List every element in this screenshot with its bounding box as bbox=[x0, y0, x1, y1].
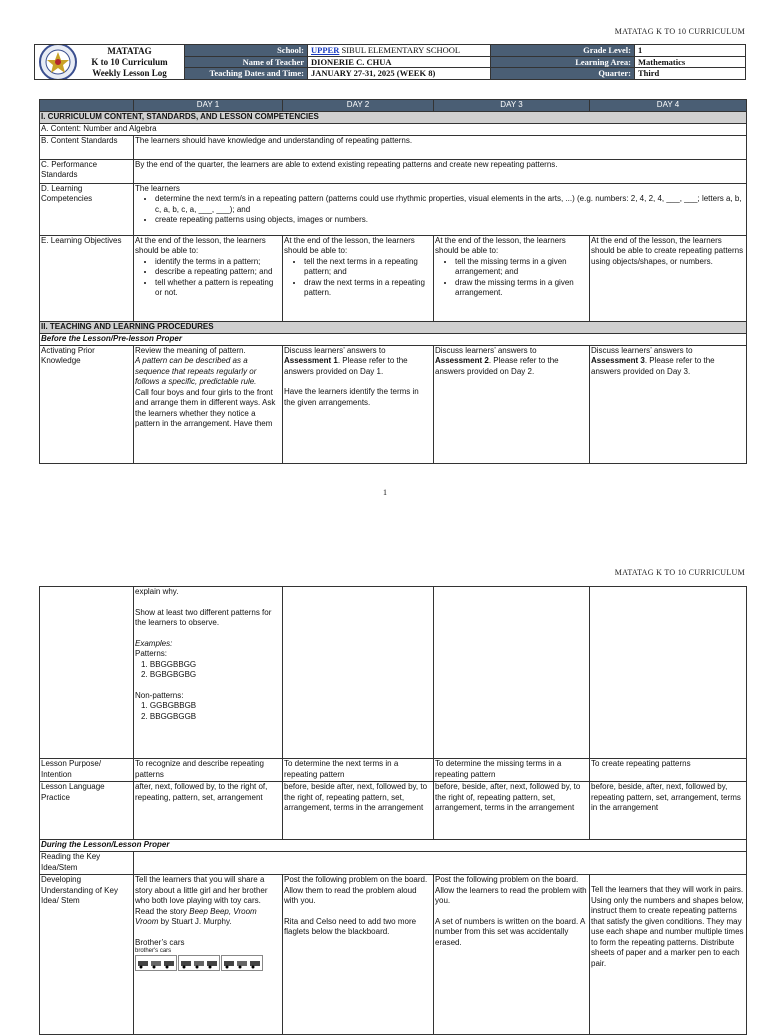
before-lesson-heading: Before the Lesson/Pre-lesson Proper bbox=[40, 333, 747, 345]
reading-cell bbox=[134, 852, 747, 875]
quarter-label: Quarter: bbox=[491, 68, 635, 80]
developing-day1 bbox=[134, 875, 283, 1035]
objective-item: • draw the missing terms in a given arrangement. bbox=[455, 278, 588, 299]
developing-day4 bbox=[590, 875, 747, 1035]
apk-day2 bbox=[283, 345, 434, 463]
apk-text: . Please refer to the answers provided on Day 1. bbox=[284, 356, 408, 376]
car-icon bbox=[221, 955, 263, 971]
title-line-2: K to 10 Curriculum bbox=[91, 56, 168, 67]
car-icon bbox=[178, 955, 220, 971]
empty-cell bbox=[283, 587, 434, 759]
title-line-3: Weekly Lesson Log bbox=[92, 67, 167, 78]
lesson-table-page1 bbox=[39, 99, 747, 464]
assessment-ref: Assessment 1 bbox=[284, 356, 338, 365]
objectives-day2 bbox=[283, 235, 434, 321]
purpose-label: Lesson Purpose/ Intention bbox=[40, 759, 134, 782]
deped-seal-icon bbox=[38, 45, 78, 80]
page-number: 1 bbox=[383, 488, 387, 497]
apk-text: Discuss learners’ answers to bbox=[435, 345, 537, 355]
competencies-intro: The learners bbox=[135, 183, 180, 193]
apk-day1 bbox=[134, 345, 283, 463]
competency-item: • determine the next term/s in a repeating pattern (patterns could use rhythmic properties, visual elements in the arts, ...) (e.g. numbers: 2, 4, 2, 4, ___, ___; letters a, b, c, a, b, c, a, ___, ___); and bbox=[155, 194, 745, 215]
objectives-intro: At the end of the lesson, the learners should be able to: bbox=[284, 235, 415, 255]
objective-item: • draw the next terms in a repeating pattern. bbox=[304, 278, 432, 299]
language-label: Lesson Language Practice bbox=[40, 782, 134, 840]
language-day1: after, next, followed by, to the right of, repeating, pattern, set, arrangement bbox=[134, 782, 283, 840]
dev-text: Post the following problem on the board. Allow them to read the problem aloud with you. bbox=[284, 875, 428, 905]
dev-text: Tell the learners that you will share a story about a little girl and her brother who both love playing with toy cars. Read the story bbox=[135, 875, 268, 916]
developing-label: Developing Understanding of Key Idea/ Stem bbox=[40, 875, 134, 1035]
school-label: School: bbox=[185, 45, 308, 57]
during-lesson-heading: During the Lesson/Lesson Proper bbox=[40, 840, 747, 852]
grade-value: 1 bbox=[635, 45, 746, 57]
performance-standards-label: C. Performance Standards bbox=[40, 159, 134, 183]
objective-item: • tell the next terms in a repeating pattern; and bbox=[304, 257, 432, 278]
school-highlight: UPPER bbox=[311, 45, 340, 56]
objectives-day3 bbox=[434, 235, 590, 321]
car-icon bbox=[135, 955, 177, 971]
dev-text: Rita and Celso need to add two more flaglets below the blackboard. bbox=[284, 916, 417, 936]
brothers-cars-caption: brother's cars bbox=[135, 948, 172, 954]
competencies-label: D. Learning Competencies bbox=[40, 183, 134, 235]
purpose-day1: To recognize and describe repeating patterns bbox=[134, 759, 283, 782]
dates-label: Teaching Dates and Time: bbox=[185, 68, 308, 80]
title-line-1: MATATAG bbox=[107, 45, 152, 56]
section-2-heading: II. TEACHING AND LEARNING PROCEDURES bbox=[40, 321, 747, 333]
apk-day1-continued: explain why. Show at least two different patterns for the learners to observe. Examples: Patterns: 1. BBGGBBGG 2. BGBGBGBG Non-patterns: 1. GGBGBBGB 2. BBGGBGGB bbox=[134, 587, 283, 759]
dates-value: JANUARY 27-31, 2025 (WEEK 8) bbox=[308, 68, 491, 80]
examples-label: Examples: bbox=[135, 638, 173, 648]
apk-text: . Please refer to the answers provided on Day 3. bbox=[591, 356, 715, 376]
dev-text: A set of numbers is written on the board. A number from this set was accidentally erased. bbox=[435, 916, 585, 947]
content-standards-text: The learners should have knowledge and understanding of repeating patterns. bbox=[134, 135, 747, 159]
car-row bbox=[135, 955, 281, 971]
objective-item: • identify the terms in a pattern; bbox=[155, 257, 281, 268]
objectives-intro: At the end of the lesson, the learners should be able to: bbox=[135, 235, 266, 255]
purpose-day2: To determine the next terms in a repeating pattern bbox=[283, 759, 434, 782]
dev-text: Tell the learners that they will work in pairs. Using only the numbers and shapes below, instruct them to create repeating patterns that satisfy the given conditions. They may use each shape and number multiple times to form the repeating patterns. Distribute sheets of paper and a marker pen to each pair. bbox=[591, 885, 744, 968]
day-4-header: DAY 4 bbox=[590, 100, 747, 112]
developing-day3 bbox=[434, 875, 590, 1035]
teacher-value: DIONERIE C. CHUA bbox=[308, 56, 491, 68]
apk-text: Show at least two different patterns for the learners to observe. bbox=[135, 607, 272, 627]
corner-cell bbox=[40, 100, 134, 112]
title-cell bbox=[35, 45, 185, 80]
reading-label: Reading the Key Idea/Stem bbox=[40, 852, 134, 875]
curriculum-header-page2: MATATAG K TO 10 CURRICULUM bbox=[614, 568, 745, 577]
performance-standards-text: By the end of the quarter, the learners are able to extend existing repeating patterns and create new repeating patterns. bbox=[134, 159, 747, 183]
content-standards-label: B. Content Standards bbox=[40, 135, 134, 159]
school-rest: SIBUL ELEMENTARY SCHOOL bbox=[339, 45, 461, 56]
objectives-intro: At the end of the lesson, the learners should be able to: bbox=[435, 235, 566, 255]
apk-text: Have the learners identify the terms in the given arrangements. bbox=[284, 387, 419, 407]
competencies-cell bbox=[134, 183, 747, 235]
assessment-ref: Assessment 3 bbox=[591, 356, 645, 365]
story-title: Beep Beep, Vroom Vroom bbox=[135, 906, 257, 926]
apk-text: Discuss learners’ answers to bbox=[284, 345, 386, 355]
developing-day2 bbox=[283, 875, 434, 1035]
objectives-day1 bbox=[134, 235, 283, 321]
section-1-heading: I. CURRICULUM CONTENT, STANDARDS, AND LESSON COMPETENCIES bbox=[40, 112, 747, 124]
grade-label: Grade Level: bbox=[491, 45, 635, 57]
area-value: Mathematics bbox=[635, 56, 746, 68]
nonpattern-example: GGBGBBGB bbox=[149, 701, 197, 710]
apk-label: Activating Prior Knowledge bbox=[40, 345, 134, 463]
nonpattern-example: BBGGBGGB bbox=[149, 711, 197, 721]
objectives-label: E. Learning Objectives bbox=[40, 235, 134, 321]
curriculum-header: MATATAG K TO 10 CURRICULUM bbox=[614, 27, 745, 36]
pattern-definition: A pattern can be described as a sequence that repeats regularly or follows a specific, predictable rule. bbox=[135, 356, 257, 386]
content-row: A. Content: Number and Algebra bbox=[40, 124, 747, 136]
patterns-label: Patterns: bbox=[135, 649, 168, 658]
apk-text: Call four boys and four girls to the front and arrange them in different ways. Ask the learners whether they notice a pattern in the arrangement. Have them bbox=[135, 387, 276, 428]
quarter-value: Third bbox=[635, 68, 746, 80]
info-table bbox=[34, 44, 746, 80]
competency-item: • create repeating patterns using objects, images or numbers. bbox=[155, 215, 745, 226]
day-2-header: DAY 2 bbox=[283, 100, 434, 112]
pattern-example: BGBGBGBG bbox=[149, 670, 197, 679]
language-day2: before, beside after, next, followed by, to the right of, repeating pattern, set, arrangement, terms in the arrangement bbox=[283, 782, 434, 840]
assessment-ref: Assessment 2 bbox=[435, 356, 489, 365]
day-3-header: DAY 3 bbox=[434, 100, 590, 112]
empty-cell bbox=[590, 587, 747, 759]
area-label: Learning Area: bbox=[491, 56, 635, 68]
apk-text: Discuss learners’ answers to bbox=[591, 345, 693, 355]
teacher-label: Name of Teacher bbox=[185, 56, 308, 68]
dev-text: by Stuart J. Murphy. bbox=[158, 917, 232, 926]
objectives-day4: At the end of the lesson, the learners should be able to create repeating patterns using objects/shapes, or numbers. bbox=[590, 235, 747, 321]
apk-day4 bbox=[590, 345, 747, 463]
objective-item: • describe a repeating pattern; and bbox=[155, 267, 281, 278]
lesson-table-page2 bbox=[39, 586, 747, 1035]
purpose-day4: To create repeating patterns bbox=[590, 759, 747, 782]
language-day4: before, beside, after, next, followed by, repeating pattern, set, arrangement, terms in the arrangement bbox=[590, 782, 747, 840]
purpose-day3: To determine the missing terms in a repeating pattern bbox=[434, 759, 590, 782]
empty-cell bbox=[434, 587, 590, 759]
objective-item: • tell the missing terms in a given arrangement; and bbox=[455, 257, 588, 278]
apk-text: Review the meaning of pattern. bbox=[135, 345, 246, 355]
objective-item: • tell whether a pattern is repeating or not. bbox=[155, 278, 281, 299]
language-day3: before, beside, after, next, followed by, to the right of, repeating pattern, set, arrangement, terms in the arrangement bbox=[434, 782, 590, 840]
brothers-cars-label: Brother’s cars bbox=[135, 937, 185, 947]
apk-continued-label bbox=[40, 587, 134, 759]
day-1-header: DAY 1 bbox=[134, 100, 283, 112]
dev-text: Post the following problem on the board. Allow the learners to read the problem with you. bbox=[435, 875, 587, 905]
apk-day3 bbox=[434, 345, 590, 463]
pattern-example: BBGGBBGG bbox=[149, 659, 197, 669]
apk-text: explain why. bbox=[135, 587, 179, 596]
nonpatterns-label: Non-patterns: bbox=[135, 690, 184, 700]
school-value bbox=[308, 45, 491, 57]
apk-text: . Please refer to the answers provided on Day 2. bbox=[435, 356, 559, 376]
